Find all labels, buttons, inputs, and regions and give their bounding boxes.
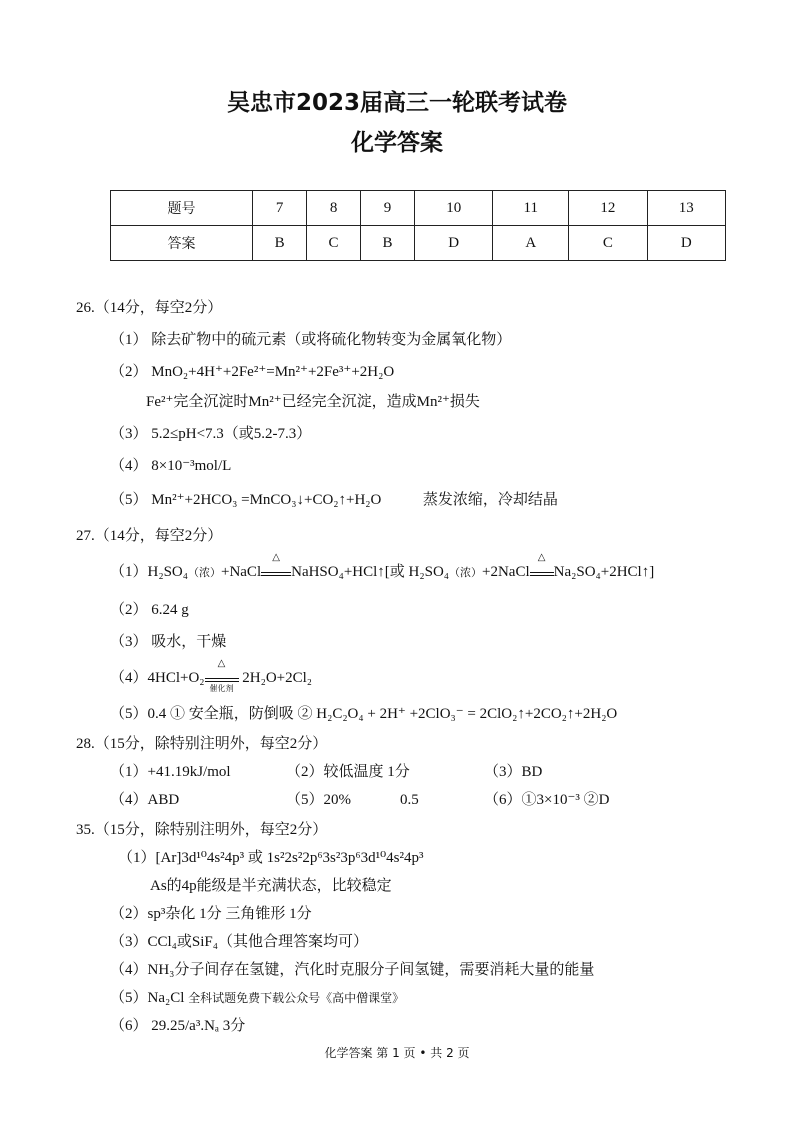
q27-answer-1-num: （1） [110,564,148,580]
q28-answer-4: （4）ABD [110,792,180,808]
equation-part: H₂SO₄ [147,564,188,580]
equation-part: 2H₂O+2Cl₂ [242,670,313,686]
q26-answer-2-equation: MnO₂+4H⁺+2Fe²⁺=Mn²⁺+2Fe³⁺+2H₂O [151,364,395,380]
page-footer: 化学答案 第 1 页 • 共 2 页 [324,1046,470,1060]
q35-answer-4: （4）NH₃分子间存在氢键，汽化时克服分子间氢键，需要消耗大量的能量 [110,962,595,978]
table-header-cell: 答案 [111,226,253,261]
table-cell: B [361,226,415,261]
q26-answer-2 [110,362,394,382]
equation-part: Na₂SO₄+2HCl↑] [553,564,655,580]
q26-answer-5 [110,490,558,510]
q26-answer-2-num: （2） [110,364,148,380]
q28-answer-5b: 0.5 [400,792,419,808]
equation-part: （4）4HCl+O₂ [110,670,205,686]
q26-answer-2-note: Fe²⁺完全沉淀时Mn²⁺已经完全沉淀，造成Mn²⁺损失 [146,394,480,410]
q28-answer-1: （1）+41.19kJ/mol [110,764,231,780]
table-cell: C [569,226,647,261]
page-title: 吴忠市2023届高三一轮联考试卷 [226,90,567,116]
table-header-cell: 题号 [111,191,253,226]
q26-answer-5-equation: Mn²⁺+2HCO₃ =MnCO₃↓+CO₂↑+H₂O [151,492,382,508]
table-cell: 9 [361,191,415,226]
catalyst-label: 催化剂 [209,684,234,693]
heat-symbol: △ [537,552,546,563]
q35-answer-5 [110,988,404,1008]
table-cell: 11 [493,191,569,226]
q35-answer-2: （2）sp³杂化 1分 三角锥形 1分 [110,906,312,922]
table-cell: C [307,226,361,261]
equation-part: +NaCl [220,564,262,580]
equation-part: +2NaCl [482,564,530,580]
q27-answer-2: （2） 6.24 g [110,602,189,618]
table-cell: 8 [307,191,361,226]
table-cell: D [415,226,493,261]
answer-table [110,190,726,261]
table-cell: 13 [647,191,725,226]
q28-heading: 28.（15分，除特别注明外，每空2分） [76,736,328,752]
q35-heading: 35.（15分，除特别注明外，每空2分） [76,822,328,838]
q26-answer-5-num: （5） [110,492,148,508]
q27-answer-4 [110,658,313,693]
q28-answer-6: （6）①3×10⁻³ ②D [484,792,610,808]
q35-answer-3: （3）CCl₄或SiF₄（其他合理答案均可） [110,934,368,950]
q35-answer-1: （1）[Ar]3d¹⁰4s²4p³ 或 1s²2s²2p⁶3s²3p⁶3d¹⁰4s²4p³ [118,850,424,866]
q27-answer-3: （3） 吸水，干燥 [110,634,227,650]
heat-symbol: △ [272,552,280,563]
watermark-text: 全科试题免费下载公众号《高中僧课堂》 [188,991,405,1005]
equation-part: NaHSO₄+HCl↑[或 H₂SO₄ [291,564,450,580]
q27-heading: 27.（14分，每空2分） [76,528,223,544]
heating-arrow-icon [261,552,291,576]
table-cell: 10 [415,191,493,226]
q35-answer-6: （6） 29.25/a³.Nₐ 3分 [110,1018,246,1034]
q26-heading: 26.（14分，每空2分） [76,300,223,316]
page-subtitle: 化学答案 [351,130,443,156]
q28-answer-5: （5）20% [286,792,351,808]
catalyst-arrow-icon [205,658,239,693]
concentrated-label: （浓） [187,566,221,579]
concentrated-label: （浓） [449,566,483,579]
q26-answer-3: （3） 5.2≤pH<7.3（或5.2-7.3） [110,426,312,442]
table-cell: D [647,226,725,261]
q26-answer-5-note: 蒸发浓缩，冷却结晶 [422,492,558,508]
table-cell: B [253,226,307,261]
q28-answer-3: （3）BD [484,764,543,780]
heating-arrow-icon [530,552,554,576]
q27-answer-5: （5）0.4 ① 安全瓶，防倒吸 ② H₂C₂O₄ + 2H⁺ +2ClO₃⁻ = 2ClO₂↑+2CO₂↑+2H₂O [110,706,618,722]
table-cell: A [493,226,569,261]
table-cell: 12 [569,191,647,226]
q35-answer-1-note: As的4p能级是半充满状态，比较稳定 [150,878,392,894]
q35-answer-5-formula: （5）Na₂Cl [110,990,185,1006]
q27-answer-1 [110,552,655,583]
q26-answer-1: （1） 除去矿物中的硫元素（或将硫化物转变为金属氧化物） [110,332,512,348]
heat-symbol: △ [217,658,226,669]
table-row [111,226,726,261]
q26-answer-4: （4） 8×10⁻³mol/L [110,458,232,474]
table-cell: 7 [253,191,307,226]
table-row [111,191,726,226]
q28-answer-2: （2）较低温度 1分 [286,764,410,780]
